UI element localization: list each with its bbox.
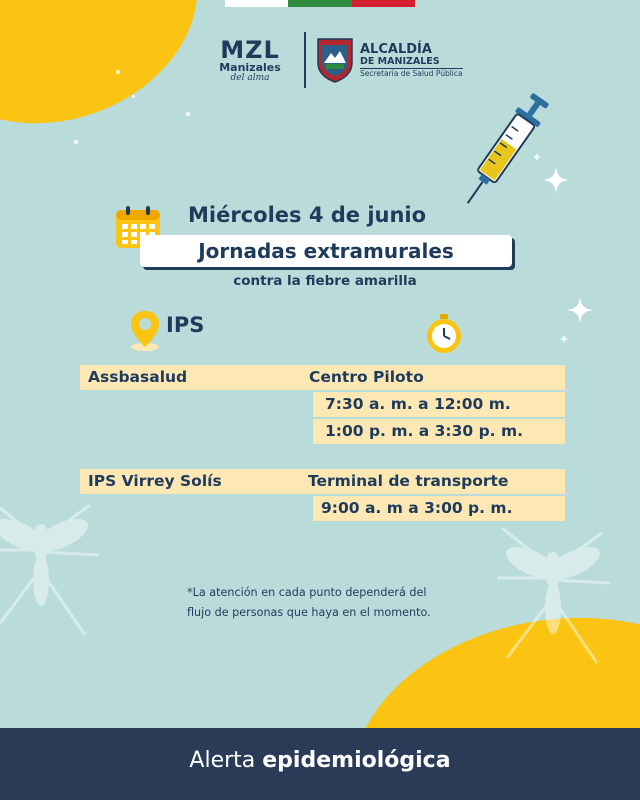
event-title: Jornadas extramurales bbox=[140, 235, 512, 267]
alcaldia-text bbox=[360, 43, 463, 78]
ips-name: Assbasalud bbox=[88, 368, 188, 386]
header-logos bbox=[208, 32, 463, 88]
mzl-logo bbox=[208, 35, 292, 83]
mzl-tagline: del alma bbox=[230, 72, 270, 83]
table-row bbox=[80, 469, 565, 494]
sparkle-icon bbox=[559, 334, 569, 344]
ips-name: IPS Virrey Solís bbox=[88, 472, 222, 490]
alcaldia-shield-icon bbox=[316, 37, 354, 83]
location-pin-icon bbox=[128, 309, 162, 351]
decor-dot bbox=[132, 95, 135, 98]
alcaldia-line1: ALCALDÍA bbox=[360, 41, 432, 57]
sparkle-icon bbox=[542, 166, 570, 194]
event-subtitle: contra la fiebre amarilla bbox=[233, 273, 417, 289]
footer-banner bbox=[0, 728, 640, 800]
footer-emphasis: epidemiológica bbox=[262, 748, 451, 773]
mzl-mark: MZL bbox=[220, 35, 280, 64]
time-slot: 1:00 p. m. a 3:30 p. m. bbox=[313, 419, 565, 444]
logo-divider bbox=[304, 32, 306, 88]
syringe-icon bbox=[448, 86, 558, 216]
decor-dot bbox=[74, 140, 78, 144]
alcaldia-line2: DE MANIZALES bbox=[360, 55, 440, 67]
time-slot: 7:30 a. m. a 12:00 m. bbox=[313, 392, 565, 417]
note-line: *La atención en cada punto dependerá del bbox=[187, 586, 427, 599]
alcaldia-line3: Secretaría de Salud Pública bbox=[360, 69, 463, 78]
table-row bbox=[80, 365, 565, 390]
time-slot: 9:00 a. m a 3:00 p. m. bbox=[313, 496, 565, 521]
sparkle-icon bbox=[532, 152, 542, 162]
note-line: flujo de personas que haya en el momento. bbox=[187, 606, 431, 619]
footer-prefix: Alerta bbox=[189, 748, 263, 773]
location-name: Centro Piloto bbox=[309, 368, 424, 386]
disclaimer-note bbox=[187, 583, 431, 623]
clock-icon bbox=[425, 314, 463, 354]
flag-stripe bbox=[225, 0, 415, 7]
sparkle-icon bbox=[566, 296, 594, 324]
event-date: Miércoles 4 de junio bbox=[188, 203, 427, 227]
mzl-subtitle: Manizales bbox=[219, 60, 281, 74]
decor-dot bbox=[116, 70, 120, 74]
ips-column-heading: IPS bbox=[166, 313, 205, 337]
decor-dot bbox=[186, 112, 190, 116]
decor-yellow-blob-top bbox=[0, 0, 228, 159]
location-name: Terminal de transporte bbox=[308, 472, 509, 490]
mosquito-icon bbox=[492, 508, 612, 678]
mosquito-icon bbox=[0, 480, 100, 650]
